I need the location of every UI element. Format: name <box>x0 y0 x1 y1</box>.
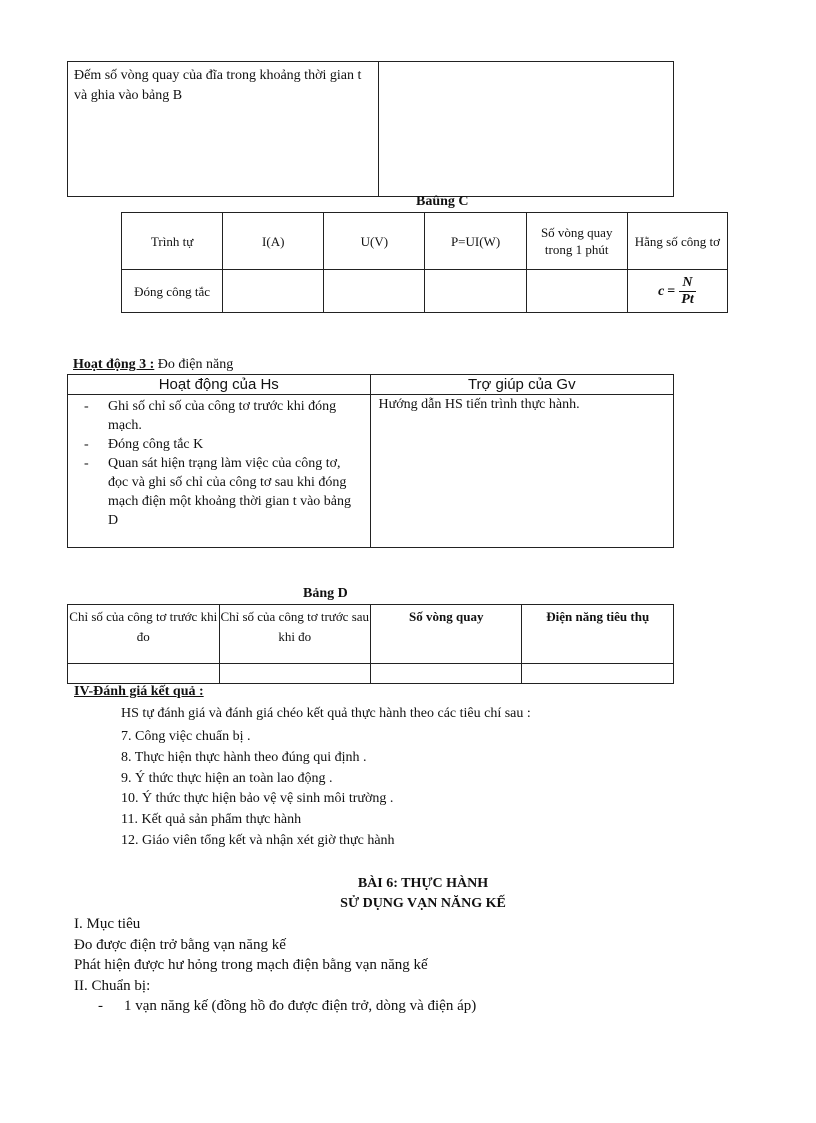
bang-d-header-energy: Điện năng tiêu thụ <box>522 605 674 664</box>
criteria-item: 11. Kết quả sản phẩm thực hành <box>121 812 302 828</box>
hs-step-list <box>76 397 364 530</box>
preparation-item <box>74 996 476 1017</box>
bang-d-cell <box>68 664 220 684</box>
dash-bullet: - <box>84 437 89 452</box>
hs-step <box>76 454 364 530</box>
bang-c-table <box>121 212 728 313</box>
bang-d-cell <box>219 664 371 684</box>
bang-c-cell <box>526 270 627 313</box>
lesson-6-title <box>0 874 816 914</box>
criteria-item: 12. Giáo viên tổng kết và nhận xét giờ thực hành <box>121 832 395 848</box>
bang-c-header-current: I(A) <box>223 213 324 270</box>
objectives-heading: I. Mục tiêu <box>74 916 141 932</box>
formula-equals: = <box>667 283 676 299</box>
formula-fraction <box>678 275 696 308</box>
bang-d-cell <box>371 664 522 684</box>
bang-c-header-rotations: Số vòng quay trong 1 phút <box>526 213 627 270</box>
bang-c-row-label: Đóng công tắc <box>122 270 223 313</box>
activity-3-heading <box>73 357 233 373</box>
bang-c-header-constant: Hằng số công tơ <box>627 213 727 270</box>
criteria-item: 8. Thực hiện thực hành theo đúng qui định . <box>121 749 367 765</box>
activity-3-header-hs: Hoạt động của Hs <box>68 375 371 395</box>
criteria-item: 7. Công việc chuẩn bị . <box>121 729 251 744</box>
lesson-6-title-line-1: BÀI 6: THỰC HÀNH <box>357 876 489 891</box>
bang-d-caption: Bảng D <box>303 586 348 601</box>
activity-3-header-gv: Trợ giúp của Gv <box>370 375 673 395</box>
section-iv-title: IV-Đánh giá kết quả : <box>74 684 204 699</box>
bang-c-header-voltage: U(V) <box>324 213 425 270</box>
bang-d-cell <box>522 664 674 684</box>
preparation-heading: II. Chuẩn bị: <box>74 977 151 994</box>
activity-3-label: Hoạt động 3 : <box>73 357 155 372</box>
hs-step <box>76 435 364 454</box>
criteria-item: 10. Ý thức thực hiện bảo vệ vệ sinh môi trường . <box>121 791 394 807</box>
criteria-list <box>121 727 395 852</box>
bang-c-formula-cell <box>627 270 727 313</box>
hs-step-text: Ghi số chỉ số của công tơ trước khi đóng mạch. <box>108 399 337 433</box>
bang-c-cell <box>324 270 425 313</box>
preparation-item-text: 1 vạn năng kế (đồng hồ đo được điện trở, dòng và điện áp) <box>124 998 477 1015</box>
objective-1: Đo được điện trở bằng vạn năng kế <box>74 936 286 953</box>
formula-denominator: Pt <box>681 291 694 307</box>
hs-step <box>76 397 364 435</box>
formula-numerator: N <box>679 275 695 292</box>
activity-3-title: Đo điện năng <box>154 357 234 372</box>
bang-c-cell <box>223 270 324 313</box>
bang-c-header-power: P=UI(W) <box>425 213 526 270</box>
activity-3-table <box>67 374 674 548</box>
bang-c-caption: Baûng C <box>416 194 469 209</box>
dash-bullet: - <box>98 998 103 1015</box>
bang-d-header-after: Chỉ số của công tơ trước sau khi đo <box>219 605 371 664</box>
measure-empty-cell <box>379 62 674 197</box>
lesson-6-title-line-2: SỬ DỤNG VẠN NĂNG KẾ <box>340 896 506 911</box>
criteria-item: 9. Ý thức thực hiện an toàn lao động . <box>121 770 333 786</box>
measure-instruction-cell: Đếm số vòng quay của đĩa trong khoảng thời gian t và ghia vào bảng B <box>68 62 379 197</box>
hs-step-text: Đóng công tắc K <box>108 437 204 452</box>
objective-2: Phát hiện được hư hỏng trong mạch điện bằng vạn năng kế <box>74 957 428 974</box>
formula-lhs: c <box>658 283 665 299</box>
activity-3-hs-cell <box>68 395 371 548</box>
measure-table <box>67 61 674 197</box>
hs-step-text: Quan sát hiện trạng làm việc của công tơ, đọc và ghi số chỉ của công tơ sau khi đóng mạch điện một khoảng thời gian t vào bảng D <box>108 456 352 528</box>
dash-bullet: - <box>84 399 89 414</box>
section-iv-intro: HS tự đánh giá và đánh giá chéo kết quả thực hành theo các tiêu chí sau : <box>121 706 531 721</box>
dash-bullet: - <box>84 456 89 471</box>
bang-d-table <box>67 604 674 684</box>
bang-d-header-before: Chỉ số của công tơ trước khi đo <box>68 605 220 664</box>
bang-c-cell <box>425 270 526 313</box>
activity-3-gv-cell: Hướng dẫn HS tiến trình thực hành. <box>370 395 673 548</box>
lesson-6-body <box>74 914 476 1017</box>
formula <box>658 275 697 308</box>
bang-c-header-trinh-tu: Trình tự <box>122 213 223 270</box>
bang-d-header-rotations: Số vòng quay <box>371 605 522 664</box>
